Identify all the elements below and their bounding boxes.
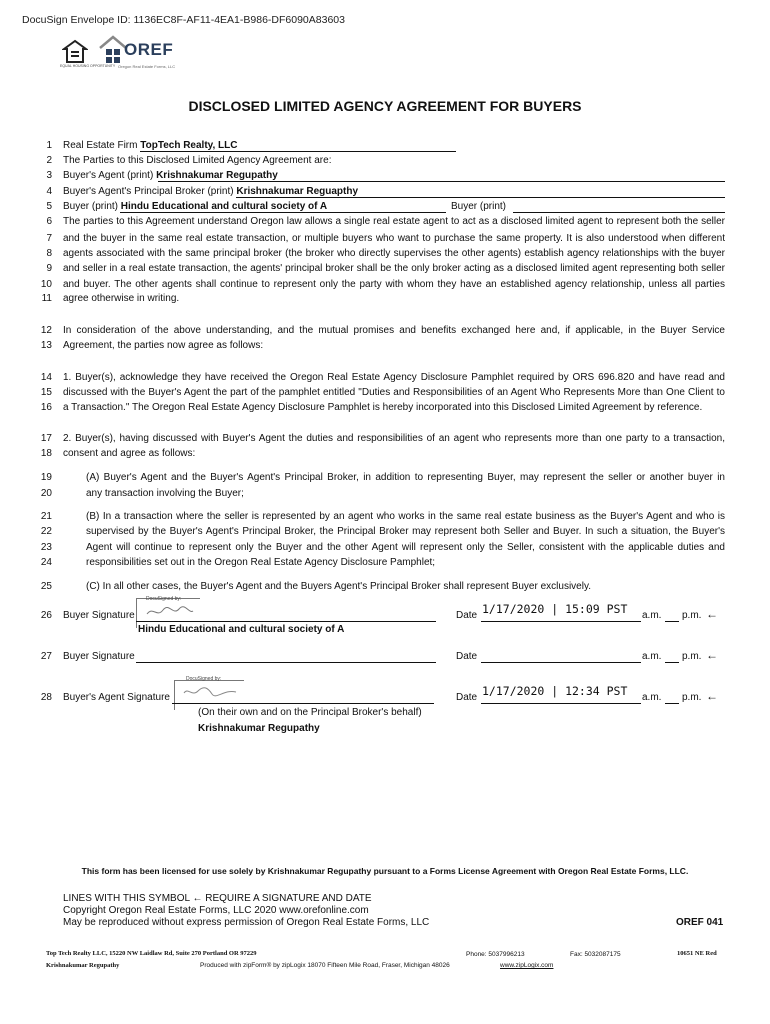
paragraph-line: 1. Buyer(s), acknowledge they have received the Oregon Real Estate Agency Disclosure Pamphlet required by ORS 696.820 and have read and <box>63 372 725 383</box>
buyers-agent-label: Buyer's Agent (print) <box>63 170 154 181</box>
license-text: This form has been licensed for use solely by Krishnakumar Regupathy pursuant to a Forms License Agreement with Oregon Real Estate Forms, LLC. <box>81 866 689 876</box>
agent-printed-name: Krishnakumar Regupathy <box>198 723 320 734</box>
date-line <box>481 703 641 704</box>
line-number: 3 <box>46 170 52 181</box>
line-number: 10 <box>40 279 52 290</box>
buyer2-label: Buyer (print) <box>451 201 507 212</box>
buyer1-value[interactable]: Hindu Educational and cultural society of A <box>120 201 328 212</box>
line-number: 14 <box>40 372 52 383</box>
pm-label: p.m. <box>682 651 702 662</box>
line-number: 9 <box>46 263 52 274</box>
buyers-agent-underline <box>158 181 725 182</box>
line-number: 18 <box>40 448 52 459</box>
pm-blank[interactable] <box>665 662 679 663</box>
fax-text: Fax: 5032087175 <box>570 951 621 958</box>
paragraph-line: agree otherwise in writing. <box>63 293 180 304</box>
line-number: 6 <box>46 216 52 227</box>
symbol-notice: LINES WITH THIS SYMBOL ← REQUIRE A SIGNATURE AND DATE <box>63 893 372 904</box>
line-number: 19 <box>40 472 52 483</box>
principal-broker-field <box>63 186 358 197</box>
paragraph-line: responsibilities set out in the Oregon Real Estate Agency Disclosure Pamphlet; <box>86 557 436 568</box>
reproduce-text: May be reproduced without express permission of Oregon Real Estate Forms, LLC <box>63 917 430 928</box>
line-number: 4 <box>46 186 52 197</box>
line-number: 13 <box>40 340 52 351</box>
agent-signature-line[interactable] <box>172 703 434 704</box>
paragraph-line: (B) In a transaction where the seller is represented by an agent who works in the same real estate business as the Buyer's Agent and who is <box>86 511 725 522</box>
line-number: 20 <box>40 488 52 499</box>
buyer-signature-scribble <box>145 604 195 620</box>
oref-logo-text: OREF <box>124 40 174 59</box>
docusigned-caption: DocuSigned by: <box>186 676 222 682</box>
pm-label: p.m. <box>682 692 702 703</box>
line-number: 27 <box>40 651 52 662</box>
pm-label: p.m. <box>682 610 702 621</box>
buyer1-field <box>63 201 327 212</box>
line-number: 28 <box>40 692 52 703</box>
agent-line: Krishnakumar Regupathy <box>46 962 120 969</box>
buyer1-date-value[interactable]: 1/17/2020 | 15:09 PST <box>482 602 628 616</box>
line-number: 26 <box>40 610 52 621</box>
agent-note: (On their own and on the Principal Broker's behalf) <box>198 707 422 718</box>
signature-arrow: ← <box>706 607 718 621</box>
firm-label: Real Estate Firm <box>63 140 138 151</box>
principal-broker-value[interactable]: Krishnakumar Reguapthy <box>236 186 359 197</box>
line-number: 8 <box>46 248 52 259</box>
buyer-signature-line[interactable] <box>136 621 436 622</box>
paragraph-line: (C) In all other cases, the Buyer's Agent and the Buyers Agent's Principal Broker shall represent Buyer exclusively. <box>86 581 591 592</box>
document-title: DISCLOSED LIMITED AGENCY AGREEMENT FOR BUYERS <box>188 98 582 114</box>
paragraph-line: supervised by the Buyer's Agent's Principal Broker, the Principal Broker may represent both Seller and Buyer. In such a situation, the Buyer's <box>86 526 725 537</box>
company-line: Top Tech Realty LLC, 15220 NW Laidlaw Rd, Suite 270 Portland OR 97229 <box>46 950 257 957</box>
principal-broker-underline <box>236 197 725 198</box>
firm-underline <box>140 151 456 152</box>
line-number: 15 <box>40 387 52 398</box>
buyer-signature-label: Buyer Signature <box>63 610 135 621</box>
buyer2-date-line[interactable] <box>481 662 641 663</box>
line-number: 16 <box>40 402 52 413</box>
pm-blank[interactable] <box>665 621 679 622</box>
line-number: 7 <box>46 233 52 244</box>
line-number: 23 <box>40 542 52 553</box>
buyers-agent-field <box>63 170 278 181</box>
paragraph-line: and buyer. The other agents shall continue to represent only the party with whom they have an established agency relationship, unless all parties <box>63 279 725 290</box>
eho-caption: EQUAL HOUSING OPPORTUNITY <box>60 64 116 68</box>
line-number: 24 <box>40 557 52 568</box>
produced-text: Produced with zipForm® by zipLogix 18070 Fifteen Mile Road, Fraser, Michigan 48026 <box>200 962 450 969</box>
buyers-agent-value[interactable]: Krishnakumar Regupathy <box>156 170 278 181</box>
copyright-text: Copyright Oregon Real Estate Forms, LLC 2020 www.orefonline.com <box>63 905 369 916</box>
phone-text: Phone: 5037996213 <box>466 951 525 958</box>
principal-broker-label: Buyer's Agent's Principal Broker (print) <box>63 186 234 197</box>
paragraph-line: 2. Buyer(s), having discussed with Buyer's Agent the duties and responsibilities of an agent who represents more than one party to a transaction, <box>63 433 725 444</box>
paragraph-line: discussed with the Buyer's Agent the part of the pamphlet entitled "Duties and Responsibilities of an Agent Who Represents More than One Client to <box>63 387 725 398</box>
paragraph-line: Agreement, the parties now agree as follows: <box>63 340 264 351</box>
buyer-signature-label: Buyer Signature <box>63 651 135 662</box>
paragraph-line: consent and agree as follows: <box>63 448 196 459</box>
buyer2-input[interactable] <box>513 212 725 213</box>
am-label: a.m. <box>642 692 662 703</box>
agent-date-value[interactable]: 1/17/2020 | 12:34 PST <box>482 684 628 698</box>
pm-blank[interactable] <box>665 703 679 704</box>
paragraph-line: and the buyer in the same real estate transaction, or multiple buyers who want to purchase the same property. It is also understood when different <box>63 233 725 244</box>
firm-field <box>63 140 237 151</box>
am-label: a.m. <box>642 610 662 621</box>
buyer1-label: Buyer (print) <box>63 201 119 212</box>
date-label: Date <box>456 692 478 703</box>
line-number: 17 <box>40 433 52 444</box>
paragraph-line: In consideration of the above understanding, and the mutual promises and benefits exchanged here and, if applicable, in the Buyer Service <box>63 325 725 336</box>
parties-text: The Parties to this Disclosed Limited Agency Agreement are: <box>63 155 332 166</box>
line-number: 12 <box>40 325 52 336</box>
date-label: Date <box>456 651 478 662</box>
oref-tagline: Oregon Real Estate Forms, LLC <box>118 64 176 69</box>
agent-signature-scribble <box>182 684 238 700</box>
form-id: OREF 041 <box>676 917 724 928</box>
line-number: 22 <box>40 526 52 537</box>
paragraph-line: agents associated with the same principal broker (the broker who directly supervises the other agents) establish agency relationships with the buyer <box>63 248 725 259</box>
line-number: 11 <box>41 293 52 304</box>
docusigned-caption: DocuSigned by: <box>146 596 182 602</box>
firm-value[interactable]: TopTech Realty, LLC <box>140 140 238 151</box>
paragraph-line: (A) Buyer's Agent and the Buyer's Agent's Principal Broker, in addition to representing Buyer, may represent the seller or another buyer in <box>86 472 725 483</box>
paragraph-line: The parties to this Agreement understand Oregon law allows a single real estate agent to act as a disclosed limited agent to represent both the seller <box>63 216 725 227</box>
paragraph-line: and seller in a real estate transaction, the agents' principal broker shall be the only broker acting as a disclosed limited agent representing both seller <box>63 263 725 274</box>
file-ref: 10651 NE Red <box>677 950 717 957</box>
envelope-id: DocuSign Envelope ID: 1136EC8F-AF11-4EA1-B986-DF6090A83603 <box>22 14 345 26</box>
paragraph-line: Agent will continue to represent only the Buyer and the other Agent will represent only the Seller, consistent with the applicable duties and <box>86 542 725 553</box>
line-number: 2 <box>46 155 52 166</box>
paragraph-line: any transaction involving the Buyer; <box>86 488 244 499</box>
line-number: 5 <box>46 201 52 212</box>
buyer1-underline <box>120 212 446 213</box>
buyer2-signature-line[interactable] <box>136 662 436 663</box>
buyer1-printed-name: Hindu Educational and cultural society of A <box>138 624 345 635</box>
ziplogix-link[interactable]: www.zipLogix.com <box>500 962 554 969</box>
signature-arrow: ← <box>706 689 718 703</box>
date-label: Date <box>456 610 478 621</box>
signature-arrow: ← <box>706 648 718 662</box>
am-label: a.m. <box>642 651 662 662</box>
line-number: 25 <box>40 581 52 592</box>
date-line <box>481 621 641 622</box>
paragraph-line: a Transaction." The Oregon Real Estate Agency Disclosure Pamphlet is hereby incorporated into this Disclosed Limited Agreement by reference. <box>63 402 703 413</box>
line-number: 1 <box>46 140 52 151</box>
line-number: 21 <box>40 511 52 522</box>
agent-signature-label: Buyer's Agent Signature <box>63 692 170 703</box>
